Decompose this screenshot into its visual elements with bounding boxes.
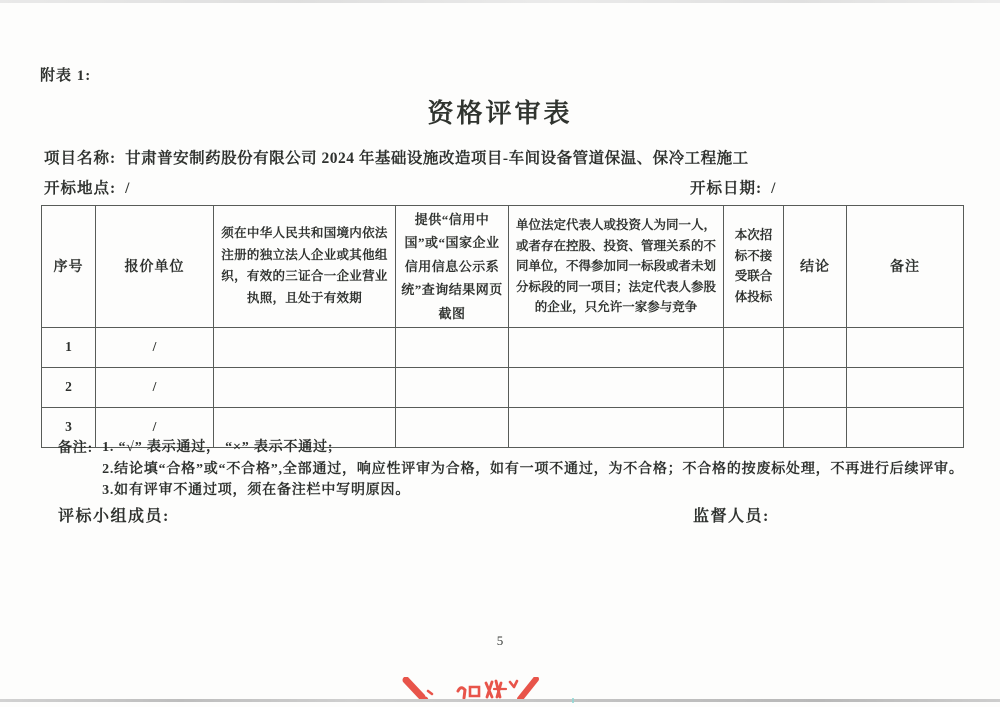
cell-representative — [509, 327, 724, 367]
cell-registration — [214, 327, 396, 367]
notes-label: 备注: — [58, 441, 94, 456]
table-header-row — [42, 206, 964, 328]
note-item-1: 1. “√” 表示通过， “×” 表示不通过; — [102, 440, 334, 455]
col-header-conclusion: 结论 — [784, 206, 847, 328]
supervisor-label: 监督人员: — [693, 508, 770, 525]
cell-registration — [214, 367, 396, 407]
bid-opening-place-value: / — [125, 180, 130, 197]
bid-opening-date-label: 开标日期: — [690, 180, 763, 197]
cell-conclusion — [784, 327, 847, 367]
project-name-line — [44, 146, 749, 168]
project-name-label: 项目名称: — [44, 150, 117, 167]
page-title: 资格评审表 — [427, 99, 573, 128]
cell-conclusion — [784, 367, 847, 407]
col-header-remarks: 备注 — [847, 206, 964, 328]
cell-consortium — [724, 367, 784, 407]
cell-bidder: / — [96, 407, 214, 447]
bid-opening-place-line — [44, 176, 130, 198]
cell-remarks — [847, 327, 964, 367]
cell-credit — [396, 367, 509, 407]
cell-bidder: / — [96, 327, 214, 367]
cell-serial: 1 — [42, 327, 96, 367]
page-number: 5 — [496, 633, 504, 648]
table-row — [42, 327, 964, 367]
qualification-review-table — [41, 205, 964, 448]
cell-serial: 2 — [42, 367, 96, 407]
cell-bidder: / — [96, 367, 214, 407]
scan-bottom-edge — [0, 699, 1000, 702]
bid-opening-date-value: / — [771, 180, 776, 197]
bid-opening-place-label: 开标地点: — [44, 180, 117, 197]
bid-opening-date-line — [690, 176, 776, 198]
annex-label: 附表 1: — [40, 68, 92, 84]
col-header-no-consortium-bid: 本次招标不接受联合体投标 — [724, 206, 784, 328]
cell-consortium — [724, 327, 784, 367]
note-item-2: 2.结论填“合格”或“不合格”,全部通过，响应性评审为合格，如有一项不通过，为不合格；不合格的按废标处理，不再进行后续评审。 — [102, 461, 964, 477]
cell-credit — [396, 327, 509, 367]
notes-section — [58, 437, 964, 502]
scan-artifact-tick — [572, 698, 574, 703]
table-row — [42, 367, 964, 407]
evaluation-committee-label: 评标小组成员: — [58, 508, 170, 525]
note-item-3: 3.如有评审不通过项，须在备注栏中写明原因。 — [102, 483, 411, 498]
scan-top-edge — [0, 0, 1000, 3]
col-header-legal-registration: 须在中华人民共和国境内依法注册的独立法人企业或其他组织，有效的三证合一企业营业执照，且处于有效期 — [214, 206, 396, 328]
col-header-serial-no: 序号 — [42, 206, 96, 328]
col-header-legal-representative-rule: 单位法定代表人或投资人为同一人，或者存在控股、投资、管理关系的不同单位，不得参加同一标段或者未划分标段的同一项目；法定代表人参股的企业，只允许一家参与竞争 — [509, 206, 724, 328]
cell-remarks — [847, 367, 964, 407]
cell-representative — [509, 367, 724, 407]
project-name-value: 甘肃普安制药股份有限公司 2024 年基础设施改造项目-车间设备管道保温、保冷工程施工 — [125, 150, 749, 167]
col-header-credit-china-screenshot: 提供“信用中国”或“国家企业信用信息公示系统”查询结果网页截图 — [396, 206, 509, 328]
cell-serial: 3 — [42, 407, 96, 447]
col-header-bidder-unit: 报价单位 — [96, 206, 214, 328]
